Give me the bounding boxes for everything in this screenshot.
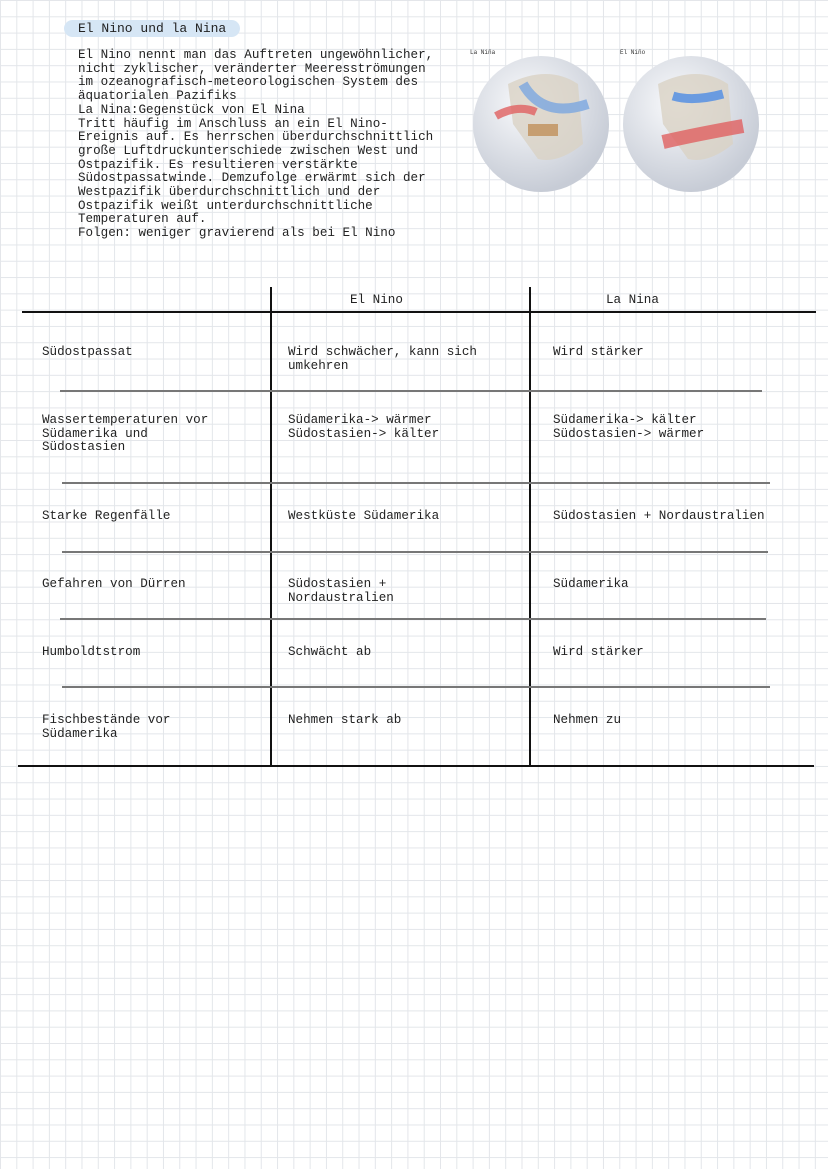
row-separator [62, 686, 770, 688]
row-separator [60, 618, 766, 620]
intro-line: Tritt häufig im Anschluss an ein El Nino- [78, 116, 388, 131]
row-label: Starke Regenfälle [42, 509, 171, 523]
table-cell: Schwächt ab [288, 645, 372, 659]
column-divider [529, 287, 531, 765]
table-cell: Wird schwächer, kann sich umkehren [288, 345, 477, 373]
table-cell: Wird stärker [553, 345, 644, 359]
row-label: Gefahren von Dürren [42, 577, 186, 591]
column-divider [270, 287, 272, 765]
intro-line: große Luftdruckunterschiede zwischen West und [78, 143, 419, 158]
table-cell: Südostasien + Nordaustralien [288, 577, 394, 605]
header-line [22, 311, 816, 313]
row-label: Fischbestände vor Südamerika [42, 713, 171, 741]
intro-line: Ereignis auf. Es herrschen überdurchschnittlich [78, 130, 434, 145]
intro-line: La Nina:Gegenstück von El Nina [78, 102, 305, 117]
row-label: Wassertemperaturen vor Südamerika und Südostasien [42, 413, 209, 454]
intro-line: Ostpazifik. Es resultieren verstärkte [78, 157, 358, 172]
table-cell: Südamerika-> kälter Südostasien-> wärmer [553, 413, 705, 441]
intro-line: äquatorialen Pazifiks [78, 89, 237, 104]
intro-line: El Nino nennt man das Auftreten ungewöhnlicher, [78, 48, 434, 62]
column-header: El Nino [350, 293, 403, 307]
intro-line: Südostpassatwinde. Demzufolge erwärmt sich der [78, 171, 426, 186]
el-nino-label: El Niño [620, 49, 646, 56]
row-separator [60, 390, 762, 392]
table-cell: Wird stärker [553, 645, 644, 659]
row-separator [62, 482, 770, 484]
bottom-line [18, 765, 814, 767]
intro-line: Temperaturen auf. [78, 212, 207, 227]
page-title: El Nino und la Nina [64, 20, 240, 37]
table-cell: Nehmen stark ab [288, 713, 402, 727]
table-cell: Südamerika-> wärmer Südostasien-> kälter [288, 413, 440, 441]
la-nina-el-nino-globes-image [468, 44, 768, 194]
row-separator [62, 551, 768, 553]
intro-line: Folgen: weniger gravierend als bei El Nino [78, 226, 396, 241]
intro-line: Ostpazifik weißt unterdurchschnittliche [78, 198, 373, 213]
intro-line: Westpazifik überdurchschnittlich und der [78, 185, 381, 200]
row-label: Südostpassat [42, 345, 133, 359]
intro-text [78, 49, 433, 241]
table-cell: Westküste Südamerika [288, 509, 440, 523]
table-cell: Nehmen zu [553, 713, 622, 727]
la-nina-label: La Niña [470, 49, 496, 56]
table-cell: Südamerika [553, 577, 629, 591]
row-label: Humboldtstrom [42, 645, 141, 659]
column-header: La Nina [606, 293, 659, 307]
table-cell: Südostasien + Nordaustralien [553, 509, 765, 523]
intro-line: im ozeanografisch-meteorologischen System des [78, 75, 419, 90]
intro-line: nicht zyklischer, veränderter Meeresströmungen [78, 61, 426, 76]
